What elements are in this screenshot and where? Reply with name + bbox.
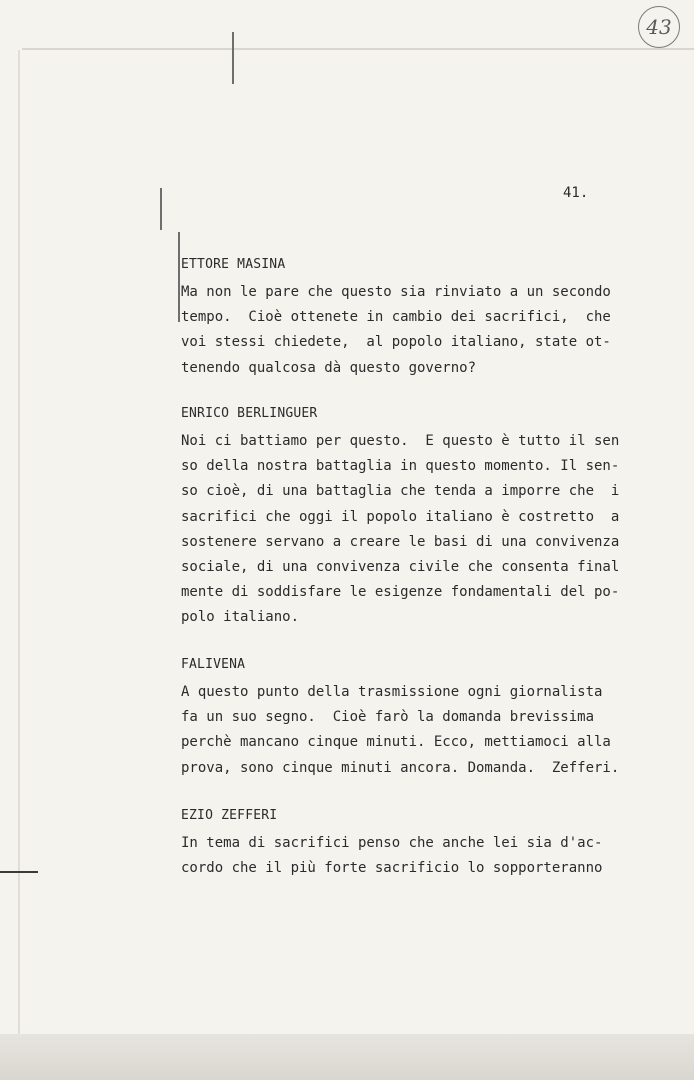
text-line: so cioè, di una battaglia che tenda a imporre che i: [181, 483, 620, 500]
text-line: mente di soddisfare le esigenze fondamentali del po-: [181, 584, 620, 601]
margin-mark: [178, 232, 180, 322]
text-line: Ma non le pare che questo sia rinviato a un secondo: [181, 284, 611, 300]
speaker-name: ENRICO BERLINGUER: [181, 406, 318, 421]
text-line: cordo che il più forte sacrificio lo sopporteranno: [181, 860, 603, 877]
text-line: prova, sono cinque minuti ancora. Domanda. Zefferi.: [181, 759, 620, 776]
speaker-name: ETTORE MASINA: [181, 257, 286, 272]
text-line: In tema di sacrifici penso che anche lei sia d'ac-: [181, 835, 603, 851]
text-line: A questo punto della trasmissione ogni giornalista: [181, 684, 603, 700]
text-line: sostenere servano a creare le basi di una convivenza: [181, 533, 620, 550]
text-line: so della nostra battaglia in questo momento. Il sen-: [181, 458, 620, 475]
text-line: fa un suo segno. Cioè farò la domanda brevissima: [181, 709, 595, 726]
page-number: 41.: [563, 185, 589, 201]
text-line: voi stessi chiedete, al popolo italiano, state ot-: [181, 334, 611, 351]
speaker-name: FALIVENA: [181, 657, 246, 672]
margin-mark: [0, 871, 38, 873]
text-line: polo italiano.: [181, 609, 300, 626]
text-line: perchè mancano cinque minuti. Ecco, mettiamoci alla: [181, 734, 611, 751]
dialogue-section: [181, 257, 621, 381]
dialogue-section: [181, 808, 621, 881]
sheet-top-edge: [22, 48, 694, 50]
archive-stamp: 43: [638, 6, 680, 48]
dialogue-section: [181, 406, 621, 631]
dialogue-section: [181, 657, 621, 781]
bottom-strip: [0, 1034, 694, 1080]
text-line: tempo. Cioè ottenete in cambio dei sacrifici, che: [181, 309, 611, 326]
margin-mark: [160, 188, 162, 230]
text-line: tenendo qualcosa dà questo governo?: [181, 359, 477, 376]
text-line: Noi ci battiamo per questo. E questo è tutto il sen: [181, 433, 620, 449]
margin-mark: [232, 32, 234, 84]
text-line: sacrifici che oggi il popolo italiano è costretto a: [181, 508, 620, 525]
sheet-left-edge: [18, 50, 20, 1040]
speaker-name: EZIO ZEFFERI: [181, 808, 278, 823]
text-line: sociale, di una convivenza civile che consenta final: [181, 558, 620, 575]
